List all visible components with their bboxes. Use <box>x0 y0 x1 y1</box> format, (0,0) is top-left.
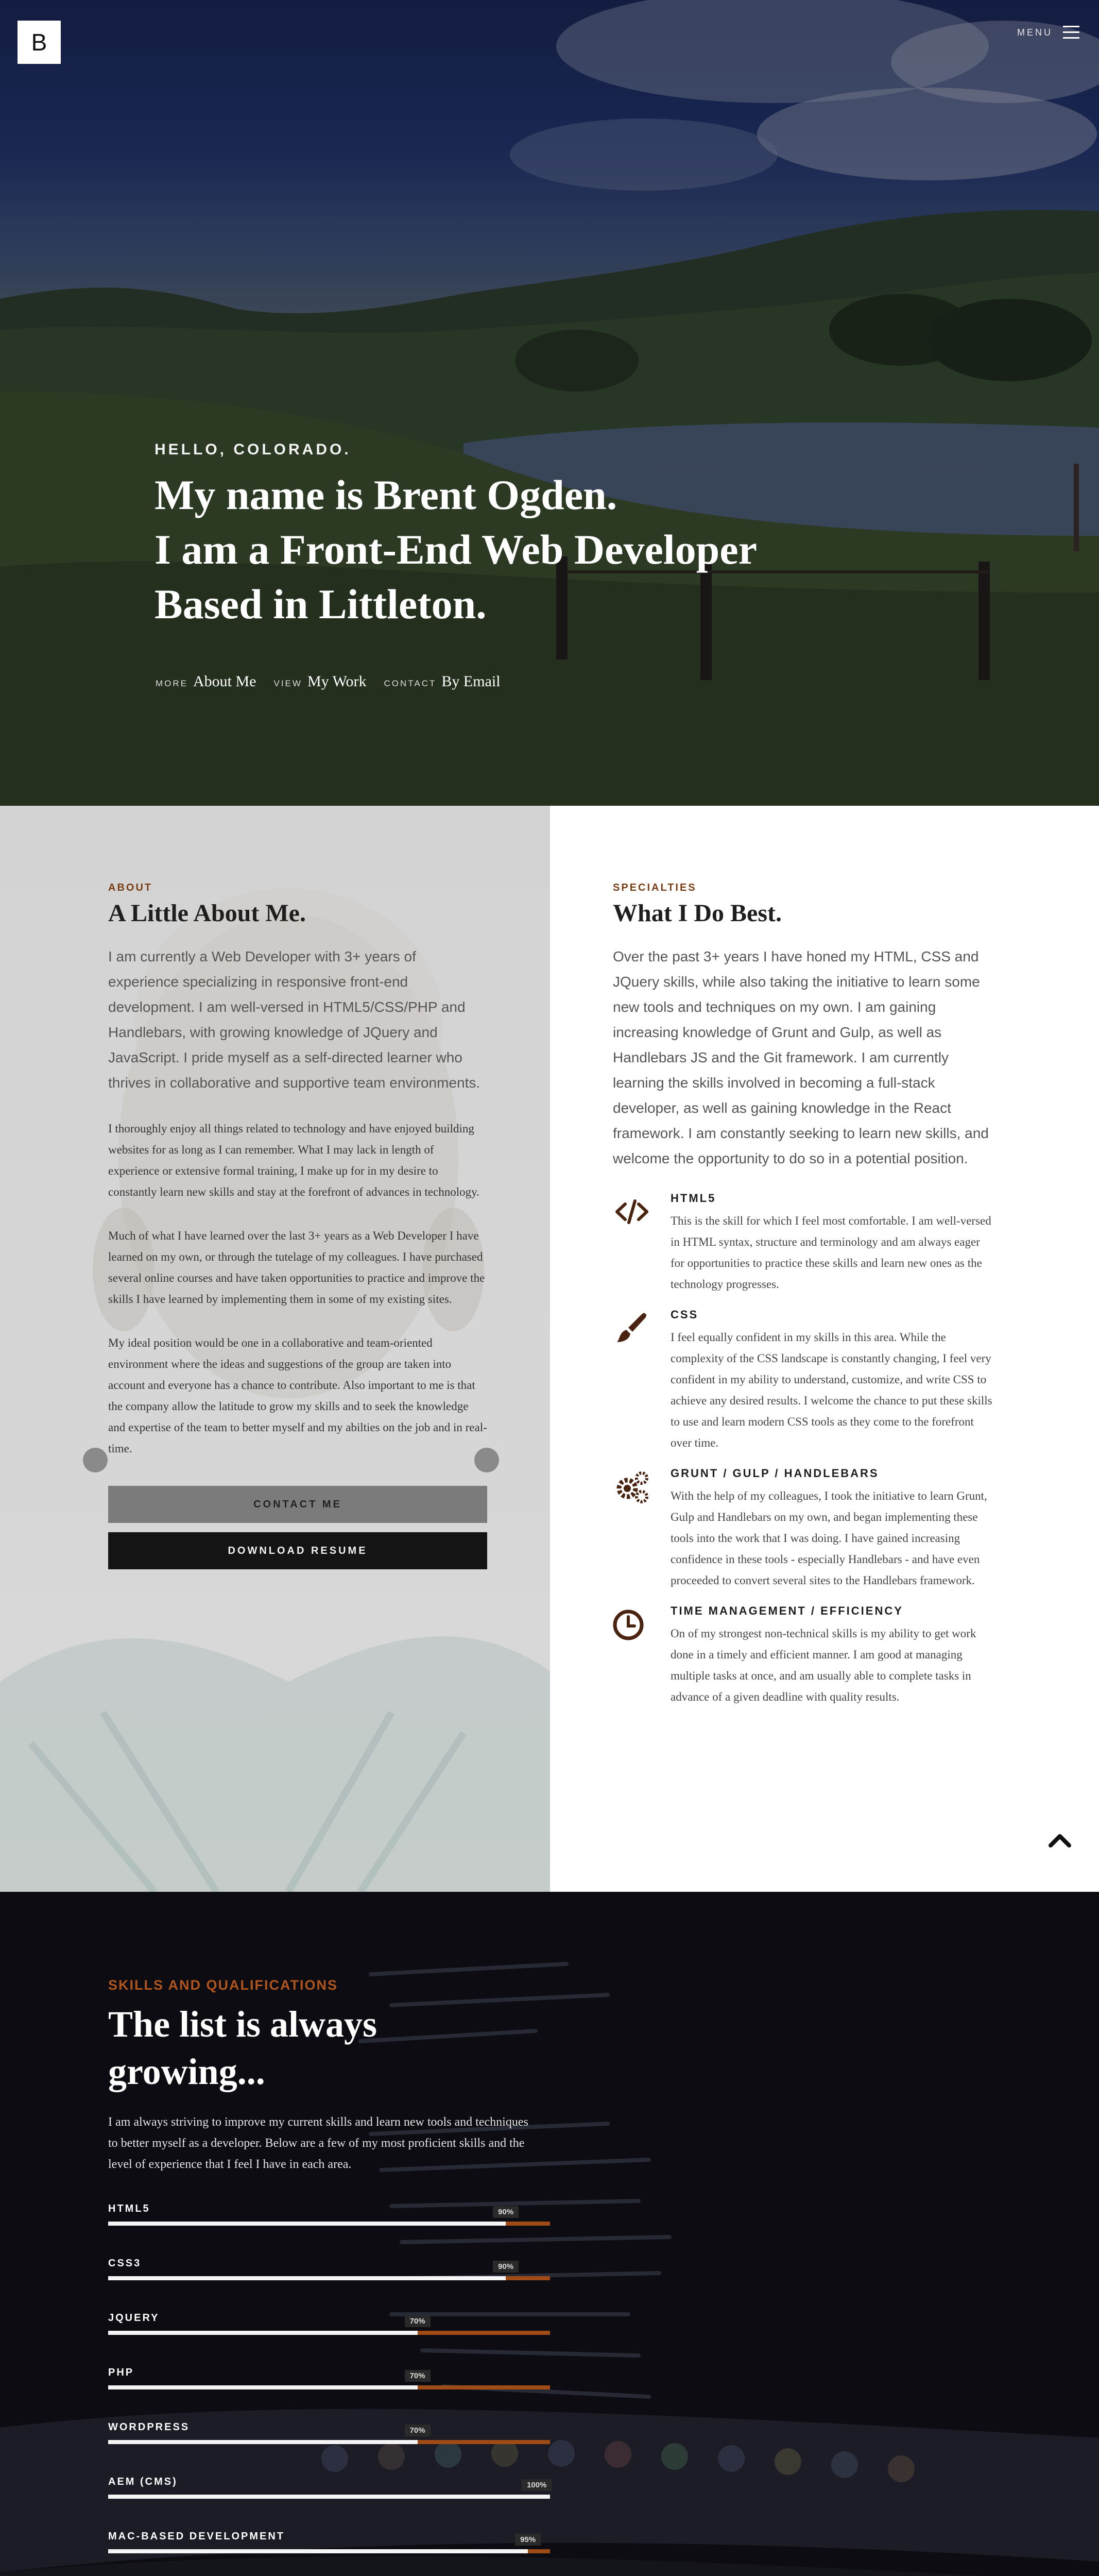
skills-section <box>0 1892 1099 2576</box>
clock-icon <box>613 1605 651 1643</box>
skill-bar-label: AEM (CMS) <box>108 2476 178 2487</box>
skill-bar-row <box>108 2529 550 2576</box>
specialties-content <box>613 882 994 1707</box>
about-lead: I am currently a Web Developer with 3+ years of experience specializing in responsive front-end development. I am well-versed in HTML5/CSS/PHP and Handlebars, with growing knowledge of JQuery and JavaScript. I pride myself as a self-directed learner who thrives in collaborative and supportive team environments. <box>108 948 480 1091</box>
hero-link-label: My Work <box>307 673 367 690</box>
specialties-heading: What I Do Best. <box>613 900 782 927</box>
contact-me-button[interactable]: CONTACT ME <box>108 1486 487 1523</box>
hero-link-work[interactable] <box>274 673 367 690</box>
skill-bar-percent: 95% <box>515 2534 541 2546</box>
specialty-item-time-management <box>613 1604 994 1707</box>
menu-label: MENU <box>1017 27 1053 38</box>
skill-bar-row <box>108 2419 550 2474</box>
scroll-to-top-icon[interactable] <box>1048 1831 1072 1849</box>
about-section <box>0 806 550 1892</box>
specialties-eyebrow: SPECIALTIES <box>613 882 697 893</box>
hero-greeting: HELLO, COLORADO. <box>154 441 351 458</box>
download-resume-button[interactable]: DOWNLOAD RESUME <box>108 1532 487 1569</box>
skill-bar-percent: 70% <box>405 2425 431 2436</box>
about-paragraph: I thoroughly enjoy all things related to technology and have enjoyed building websites for as long as I can remember. What I may lack in length of experience or extensive formal training, I make up for in my desire to constantly learn new skills and stay at the forefront of advances in technology. <box>108 1122 479 1198</box>
skill-bar-row <box>108 2201 550 2256</box>
hero-title <box>154 468 824 632</box>
specialty-text: On of my strongest non-technical skills is my ability to get work done in a timely and efficient manner. I am good at managing multiple tasks at once, and am usually able to complete tasks in advance of a given deadline with quality results. <box>671 1627 976 1703</box>
specialty-title: HTML5 <box>671 1192 716 1205</box>
skill-bar-percent: 90% <box>493 2206 519 2218</box>
skill-bar-label: PHP <box>108 2367 134 2378</box>
specialty-text: With the help of my colleagues, I took the initiative to learn Grunt, Gulp and Handlebars on my own, and began implementing these tools into the work that I was doing. I have gained increasing confidence in these tools - especially Handlebars - and have even proceeded to convert several sites to the Handlebars framework. <box>671 1489 987 1587</box>
specialty-item-css <box>613 1308 994 1453</box>
skill-bar-label: JQUERY <box>108 2312 160 2324</box>
hero-title-line: My name is Brent Ogden. <box>154 471 617 518</box>
skill-bar-label: WORDPRESS <box>108 2421 190 2433</box>
about-paragraph: My ideal position would be one in a collaborative and team-oriented environment where the ideas and suggestions of the group are taken into account and everyone has a chance to contribute. Also important to me is that the company allow the latitude to grow my skills and to seek the knowledge and expertise of the team to better myself and my abilties on the job and in real-time. <box>108 1336 487 1455</box>
hero-link-prefix: VIEW <box>273 679 302 688</box>
skill-bar-percent: 90% <box>493 2261 519 2273</box>
hero-link-prefix: CONTACT <box>384 679 437 688</box>
hero-link-about[interactable] <box>156 673 256 690</box>
specialty-title: TIME MANAGEMENT / EFFICIENCY <box>671 1604 903 1617</box>
skill-bar-label: MAC-BASED DEVELOPMENT <box>108 2531 285 2542</box>
specialty-item-grunt-gulp-handlebars <box>613 1467 994 1591</box>
specialty-text: This is the skill for which I feel most comfortable. I am well-versed in HTML syntax, structure and terminology and am always eager for opportunities to practice these skills and learn new ones as the technology progresses. <box>671 1214 991 1291</box>
skill-bar-label: CSS3 <box>108 2258 142 2269</box>
skills-heading: The list is always growing... <box>108 2004 377 2092</box>
paintbrush-icon <box>613 1309 651 1347</box>
specialty-title: GRUNT / GULP / HANDLEBARS <box>671 1467 879 1480</box>
skill-bar-fill <box>108 2495 550 2499</box>
skill-bar-fill <box>108 2331 418 2335</box>
specialties-section <box>550 806 1099 1892</box>
hero-link-email[interactable] <box>384 673 501 690</box>
skill-bar-row <box>108 2310 550 2365</box>
hero-link-prefix: MORE <box>156 679 188 688</box>
skill-bar-row <box>108 2256 550 2310</box>
skill-bar-percent: 70% <box>405 2370 431 2382</box>
specialty-title: CSS <box>671 1308 699 1321</box>
hero-section <box>0 0 1099 806</box>
code-icon <box>613 1193 651 1231</box>
about-heading: A Little About Me. <box>108 900 306 927</box>
hero-title-line: I am a Front-End Web Developer <box>154 526 758 573</box>
hero-links <box>156 673 501 690</box>
specialty-item-html5 <box>613 1192 994 1295</box>
about-content <box>108 882 487 1569</box>
skill-bar-row <box>108 2365 550 2419</box>
skill-bar-fill <box>108 2385 418 2389</box>
skill-bar-row <box>108 2474 550 2529</box>
about-paragraph: Much of what I have learned over the last 3+ years as a Web Developer I have learned on my own, or through the tutelage of my colleagues. I have purchased several online courses and have taken opportunities to practice and improve the skills I have learned by implementing them in some of my existing sites. <box>108 1229 485 1306</box>
site-logo[interactable] <box>18 21 61 64</box>
skill-bar-percent: 100% <box>522 2479 552 2491</box>
hero-title-line: Based in Littleton. <box>154 581 487 628</box>
menu-toggle[interactable] <box>1017 26 1079 39</box>
specialty-text: I feel equally confident in my skills in this area. While the complexity of the CSS landscape is constantly changing, I feel very confident in my ability to understand, customize, and write CSS to achieve any desired results. I welcome the chance to put these skills to use and learn modern CSS tools as they come to the forefront over time. <box>671 1331 992 1449</box>
specialties-lead: Over the past 3+ years I have honed my HTML, CSS and JQuery skills, while also taking the initiative to learn some new tools and techniques on my own. I am gaining increasing knowledge of Grunt and Gulp, as well as Handlebars JS and the Git framework. I am currently learning the skills involved in becoming a full-stack developer, as well as gaining knowledge in the React framework. I am constantly seeking to learn new skills, and welcome the opportunity to do so in a potential position. <box>613 948 989 1166</box>
skill-bars <box>108 2201 550 2576</box>
logo-letter: B <box>31 29 47 56</box>
hero-text <box>154 441 824 632</box>
skill-bar-fill <box>108 2276 506 2280</box>
hamburger-icon <box>1063 26 1079 39</box>
skill-bar-fill <box>108 2440 418 2444</box>
skill-bar-label: HTML5 <box>108 2203 150 2214</box>
skill-bar-fill <box>108 2549 528 2553</box>
skills-content <box>108 1977 550 2576</box>
skills-eyebrow: SKILLS AND QUALIFICATIONS <box>108 1977 338 1993</box>
hero-link-label: By Email <box>441 673 501 690</box>
gears-icon <box>613 1468 651 1506</box>
about-eyebrow: ABOUT <box>108 882 153 893</box>
skills-intro: I am always striving to improve my current skills and learn new tools and techniques to better myself as a developer. Below are a few of my most proficient skills and the level of experience that I feel I have in each area. <box>108 2115 528 2171</box>
hero-link-label: About Me <box>193 673 256 690</box>
skill-bar-fill <box>108 2222 506 2226</box>
skill-bar-percent: 70% <box>405 2315 431 2327</box>
